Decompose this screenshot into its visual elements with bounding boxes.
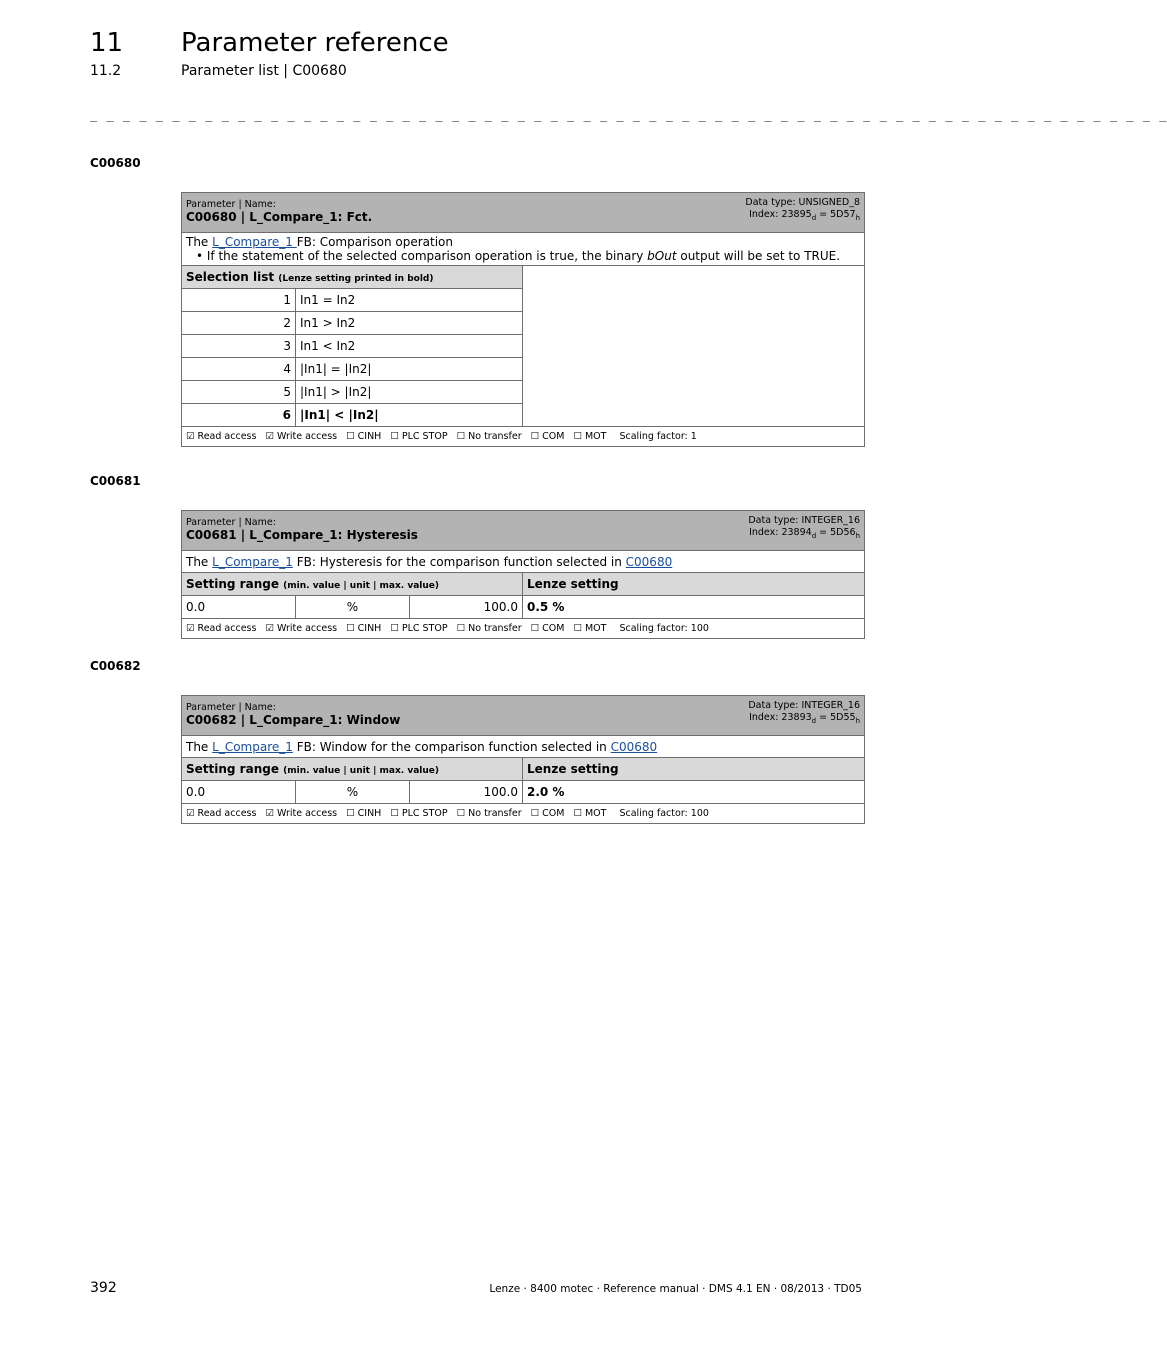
param-table-c00681: [181, 510, 865, 639]
data-type-info: Data type: INTEGER_16 Index: $23894_d = 5D56_h$: [748, 515, 861, 540]
lenze-value: 0.5 %: [523, 596, 865, 619]
chapter-number: 11: [90, 28, 124, 58]
lenze-setting-header: Lenze setting: [523, 573, 865, 596]
param-header: [182, 193, 865, 233]
min-value: 0.0: [182, 596, 296, 619]
link-l-compare-1[interactable]: L_Compare_1: [212, 235, 297, 249]
lenze-value: 2.0 %: [523, 781, 865, 804]
page-number: 392: [90, 1280, 117, 1296]
access-flags: ☑ Read access ☑ Write access ☐ CINH ☐ PLC STOP ☐ No transfer ☐ COM ☐ MOT Scaling factor: 100: [182, 619, 865, 639]
selection-list-header: Selection list (Lenze setting printed in bold): [182, 266, 523, 289]
separator-line: _ _ _ _ _ _ _ _ _ _ _ _ _ _ _ _ _ _ _ _ _ _ _ _ _ _ _ _ _ _ _ _ _ _ _ _ _ _ _ _ _ _ _ _ _ _ _ _ _ _ _ _ _ _ _ _ _ _ _ _ _ _ _ _ _ _: [90, 108, 1167, 122]
lenze-setting-header: Lenze setting: [523, 758, 865, 781]
link-c00680[interactable]: C00680: [610, 739, 658, 754]
setting-range-header: Setting range (min. value | unit | max. value): [182, 758, 523, 781]
max-value: 100.0: [410, 596, 523, 619]
param-table-c00680: [181, 192, 865, 447]
param-header: [182, 511, 865, 551]
list-item: 5 |In1| > |In2|: [182, 381, 865, 404]
list-item: 2 In1 > In2: [182, 312, 865, 335]
param-description: The L_Compare_1 FB: Comparison operation • If the statement of the selected comparison operation is true, the binary bOut output will be set to TRUE.: [182, 233, 865, 266]
param-heading-c00680: C00680: [90, 156, 141, 170]
unit: %: [296, 596, 410, 619]
list-item: 1 In1 = In2: [182, 289, 865, 312]
description-bullet: • If the statement of the selected comparison operation is true, the binary bOut output will be set to TRUE.: [196, 249, 841, 263]
list-item-default: 6 |In1| < |In2|: [182, 404, 865, 427]
list-item: 3 In1 < In2: [182, 335, 865, 358]
param-header: [182, 696, 865, 736]
setting-range-row: [182, 596, 865, 619]
list-item: 4 |In1| = |In2|: [182, 358, 865, 381]
param-name: C00681 | L_Compare_1: Hysteresis: [186, 528, 418, 542]
link-l-compare-1[interactable]: L_Compare_1: [212, 554, 293, 569]
param-name: C00682 | L_Compare_1: Window: [186, 713, 401, 727]
param-name-label: Parameter | Name:: [186, 517, 276, 528]
param-description: The L_Compare_1 FB: Hysteresis for the comparison function selected in C00680: [182, 551, 865, 573]
unit: %: [296, 781, 410, 804]
access-flags: ☑ Read access ☑ Write access ☐ CINH ☐ PLC STOP ☐ No transfer ☐ COM ☐ MOT Scaling factor: 1: [182, 427, 865, 447]
param-name: C00680 | L_Compare_1: Fct.: [186, 210, 373, 224]
link-l-compare-1[interactable]: L_Compare_1: [212, 739, 293, 754]
data-type-info: Data type: UNSIGNED_8 Index: $23895_d = 5D57_h$: [745, 197, 861, 222]
param-name-label: Parameter | Name:: [186, 702, 276, 713]
data-type-info: Data type: INTEGER_16 Index: $23893_d = 5D55_h$: [748, 700, 861, 725]
param-heading-c00682: C00682: [90, 659, 141, 673]
empty-cell: [523, 266, 865, 427]
section-title: Parameter list | C00680: [181, 63, 347, 79]
access-flags: ☑ Read access ☑ Write access ☐ CINH ☐ PLC STOP ☐ No transfer ☐ COM ☐ MOT Scaling factor: 100: [182, 804, 865, 824]
param-table-c00682: [181, 695, 865, 824]
link-c00680[interactable]: C00680: [625, 554, 673, 569]
param-name-label: Parameter | Name:: [186, 199, 276, 210]
min-value: 0.0: [182, 781, 296, 804]
setting-range-header: Setting range (min. value | unit | max. value): [182, 573, 523, 596]
section-number: 11.2: [90, 63, 122, 79]
param-description: The L_Compare_1 FB: Window for the comparison function selected in C00680: [182, 736, 865, 758]
param-heading-c00681: C00681: [90, 474, 141, 488]
chapter-title: Parameter reference: [181, 28, 449, 58]
setting-range-row: [182, 781, 865, 804]
max-value: 100.0: [410, 781, 523, 804]
footer-text: Lenze · 8400 motec · Reference manual · DMS 4.1 EN · 08/2013 · TD05: [489, 1283, 862, 1295]
